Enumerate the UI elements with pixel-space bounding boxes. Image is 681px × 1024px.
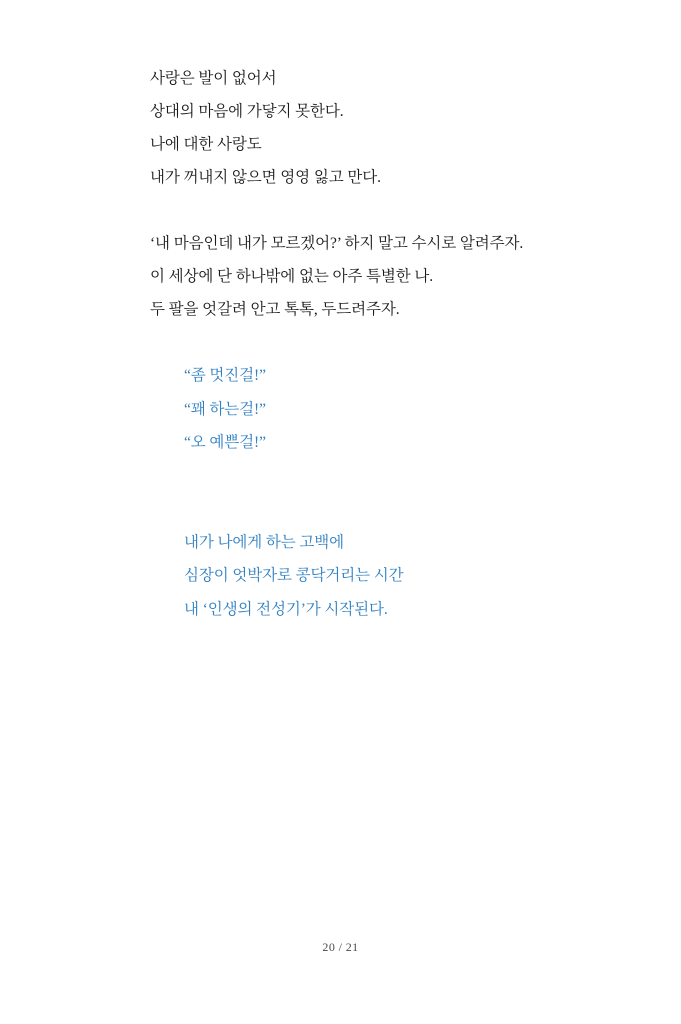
quote-line: “오 예쁜걸!” — [184, 434, 266, 451]
page-content — [150, 62, 621, 626]
text-line: 나에 대한 사랑도 — [150, 136, 262, 153]
stanza-spacer — [150, 326, 621, 359]
page-footer — [0, 938, 681, 956]
page-number: 20 / 21 — [322, 940, 359, 954]
body-stanza-2 — [150, 227, 621, 326]
stanza-spacer — [150, 460, 621, 493]
quote-line: “좀 멋진걸!” — [184, 367, 266, 384]
text-line: 두 팔을 엇갈려 안고 톡톡, 두드려주자. — [150, 301, 400, 318]
body-stanza-1 — [150, 62, 621, 194]
quote-line: 심장이 엇박자로 콩닥거리는 시간 — [184, 567, 404, 584]
highlight-stanza-1 — [184, 359, 621, 460]
highlight-stanza-2 — [184, 526, 621, 627]
quote-line: 내가 나에게 하는 고백에 — [184, 533, 345, 551]
quote-line: “꽤 하는걸!” — [184, 400, 266, 418]
text-line: 상대의 마음에 가닿지 못한다. — [150, 103, 344, 120]
stanza-spacer — [150, 194, 621, 227]
stanza-spacer — [150, 493, 621, 526]
quote-line: 내 ‘인생의 전성기’가 시작된다. — [184, 600, 388, 618]
text-line: ‘내 마음인데 내가 모르겠어?’ 하지 말고 수시로 알려주자. — [150, 235, 524, 252]
text-line: 사랑은 발이 없어서 — [150, 70, 277, 87]
text-line: 내가 꺼내지 않으면 영영 잃고 만다. — [150, 169, 381, 186]
text-line: 이 세상에 단 하나밖에 없는 아주 특별한 나. — [150, 268, 434, 285]
